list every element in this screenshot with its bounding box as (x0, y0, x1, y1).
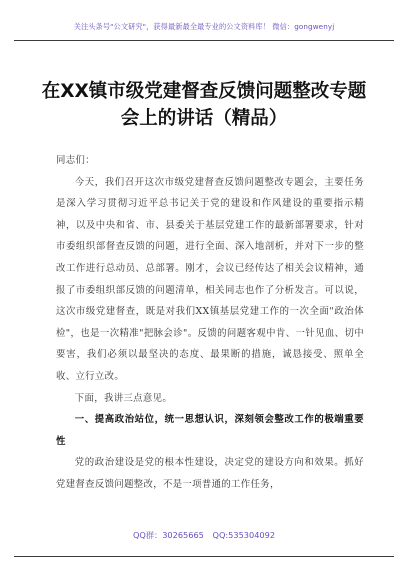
greeting: 同志们： (56, 155, 95, 166)
footer-qq-group: QQ群：30265665 (132, 530, 204, 540)
header-promo-text: 关注头条号"公文研究"，获得最新最全最专业的公文资料库！ 微信：gongwenyj (73, 22, 335, 31)
paragraph-section-1: 党的政治建设是党的根本性建设，决定党的建设方向和效果。抓好党建督查反馈问题整改，不是一项普通的工作任务， (56, 457, 364, 490)
document-body (56, 150, 364, 496)
footer-rule (14, 556, 394, 557)
footer-qq: QQ:535304092 (212, 530, 276, 540)
paragraph-intro: 今天，我们召开这次市级党建督查反馈问题整改专题会，主要任务是深入学习贯彻习近平总书记关于党的建设和作风建设的重要指示精神，以及中央和省、市、县委关于基层党建工作的最新部署要求，针对市委组织部督查反馈的问题，进行全面、深入地剖析，并对下一步的整改工作进行总动员、总部署。刚才，会议已经传达了相关会议精神，通报了市委组织部反馈的问题清单，相关同志也作了分析发言。可以说，这次市级党建督查，既是对我们XX镇基层党建工作的一次全面"政治体检"，也是一次精准"把脉会诊"。反馈的问题客观中肯、一针见血、切中要害，我们必须以最坚决的态度、最果断的措施，诚恳接受、照单全收、立行立改。 (56, 176, 364, 382)
document-title: 在XX镇市级党建督查反馈问题整改专题会上的讲话（精品） (41, 81, 367, 129)
paragraph-outline: 下面，我讲三点意见。 (74, 392, 173, 404)
page-footer (0, 530, 408, 541)
page-header (14, 14, 394, 41)
section-heading-1: 一、提高政治站位，统一思想认识，深刻领会整改工作的极端重要性 (56, 414, 364, 447)
